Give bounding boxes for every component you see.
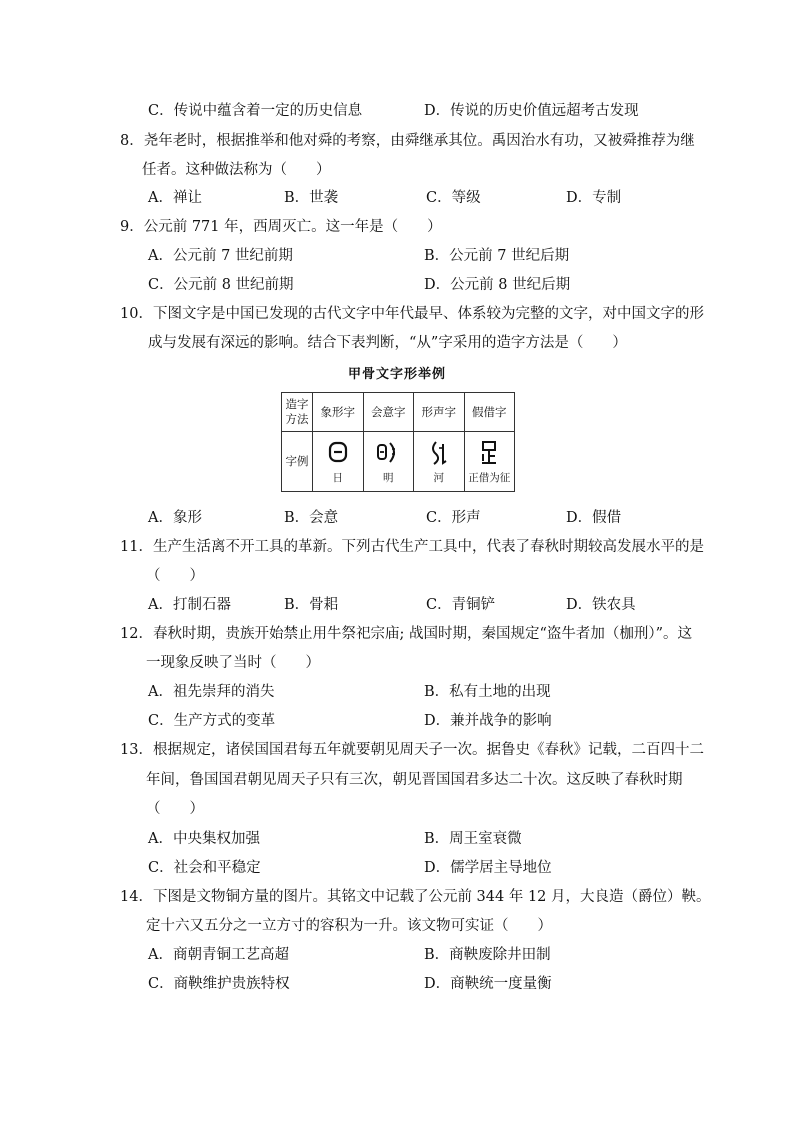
question-stem: 13．根据规定，诸侯国国君每五年就要朝见周天子一次。据鲁史《春秋》记载，二百四十二: [120, 742, 704, 758]
example-char: 正借为征: [468, 471, 511, 484]
question-stem: 11．生产生活离不开工具的革新。下列古代生产工具中，代表了春秋时期较高发展水平的是: [120, 539, 704, 555]
option-b: B．世袭: [284, 190, 339, 206]
question-stem: 8．尧年老时，根据推举和他对舜的考察，由舜继承其位。禹因治水有功，又被舜推荐为继: [120, 133, 695, 149]
row-header-example: 字例: [282, 432, 313, 492]
option-a: A．打制石器: [148, 597, 231, 613]
option-d: D．假借: [566, 510, 622, 526]
question-stem: 10．下图文字是中国已发现的古代文字中年代最早、体系较为完整的文字，对中国文字的形: [120, 306, 704, 322]
question-stem: 14．下图是文物铜方量的图片。其铭文中记载了公元前 344 年 12 月，大良造（爵位）鞅。: [120, 889, 711, 905]
option-a: A．象形: [148, 510, 202, 526]
option-b: B．私有土地的出现: [424, 684, 551, 700]
method-cell: 会意字: [363, 393, 414, 432]
option-b: B．周王室衰微: [424, 831, 522, 847]
option-d: D．商鞅统一度量衡: [424, 976, 552, 992]
option-c: C．等级: [426, 190, 481, 206]
table-caption: 甲骨文字形举例: [347, 367, 446, 382]
option-c: C．形声: [426, 510, 481, 526]
option-c: C．青铜铲: [426, 597, 496, 613]
glyph-ri-icon: [323, 439, 353, 467]
example-char: 河: [433, 471, 444, 484]
question-stem: 任者。这种做法称为（ ）: [142, 162, 331, 178]
example-char: 日: [332, 471, 343, 484]
option-a: A．公元前 7 世纪前期: [148, 248, 293, 264]
question-stem: （ ）: [146, 801, 204, 817]
oracle-bone-table: [281, 392, 515, 492]
question-stem: 成与发展有深远的影响。结合下表判断，“从”字采用的造字方法是（ ）: [148, 335, 627, 351]
option-b: B．公元前 7 世纪后期: [424, 248, 570, 264]
glyph-he-icon: [424, 439, 454, 467]
glyph-zheng-icon: [474, 439, 504, 467]
option-b: B．骨耜: [284, 597, 339, 613]
option-a: A．禅让: [148, 190, 202, 206]
method-cell: 象形字: [313, 393, 364, 432]
question-stem: 一现象反映了当时（ ）: [146, 655, 320, 671]
option-c: C．公元前 8 世纪前期: [148, 277, 294, 293]
option-b: B．会意: [284, 510, 339, 526]
option-d: D．铁农具: [566, 597, 636, 613]
row-header-method: 造字方法: [282, 393, 313, 432]
question-stem: 12．春秋时期，贵族开始禁止用牛祭祀宗庙; 战国时期，秦国规定“盗牛者加（枷刑）”。这: [120, 626, 693, 642]
option-d: D．公元前 8 世纪后期: [424, 277, 571, 293]
method-cell: 假借字: [464, 393, 515, 432]
option-d: D．儒学居主导地位: [424, 860, 552, 876]
question-stem: 定十六又五分之一立方寸的容积为一升。该文物可实证（ ）: [146, 918, 552, 934]
option-b: B．商鞅废除井田制: [424, 947, 551, 963]
glyph-ming-icon: [373, 439, 403, 467]
option-d: D．兼并战争的影响: [424, 713, 552, 729]
method-cell: 形声字: [414, 393, 465, 432]
option-c: C．传说中蕴含着一定的历史信息: [148, 103, 363, 119]
option-c: C．社会和平稳定: [148, 860, 261, 876]
option-d: D．专制: [566, 190, 622, 206]
question-stem: 9．公元前 771 年，西周灭亡。这一年是（ ）: [120, 219, 442, 235]
option-a: A．中央集权加强: [148, 831, 260, 847]
option-c: C．商鞅维护贵族特权: [148, 976, 290, 992]
option-a: A．祖先崇拜的消失: [148, 684, 275, 700]
question-stem: （ ）: [146, 568, 204, 584]
option-d: D．传说的历史价值远超考古发现: [424, 103, 639, 119]
example-char: 明: [383, 471, 394, 484]
option-c: C．生产方式的变革: [148, 713, 276, 729]
option-a: A．商朝青铜工艺高超: [148, 947, 289, 963]
question-stem: 年间，鲁国国君朝见周天子只有三次，朝见晋国国君多达二十次。这反映了春秋时期: [146, 772, 683, 788]
